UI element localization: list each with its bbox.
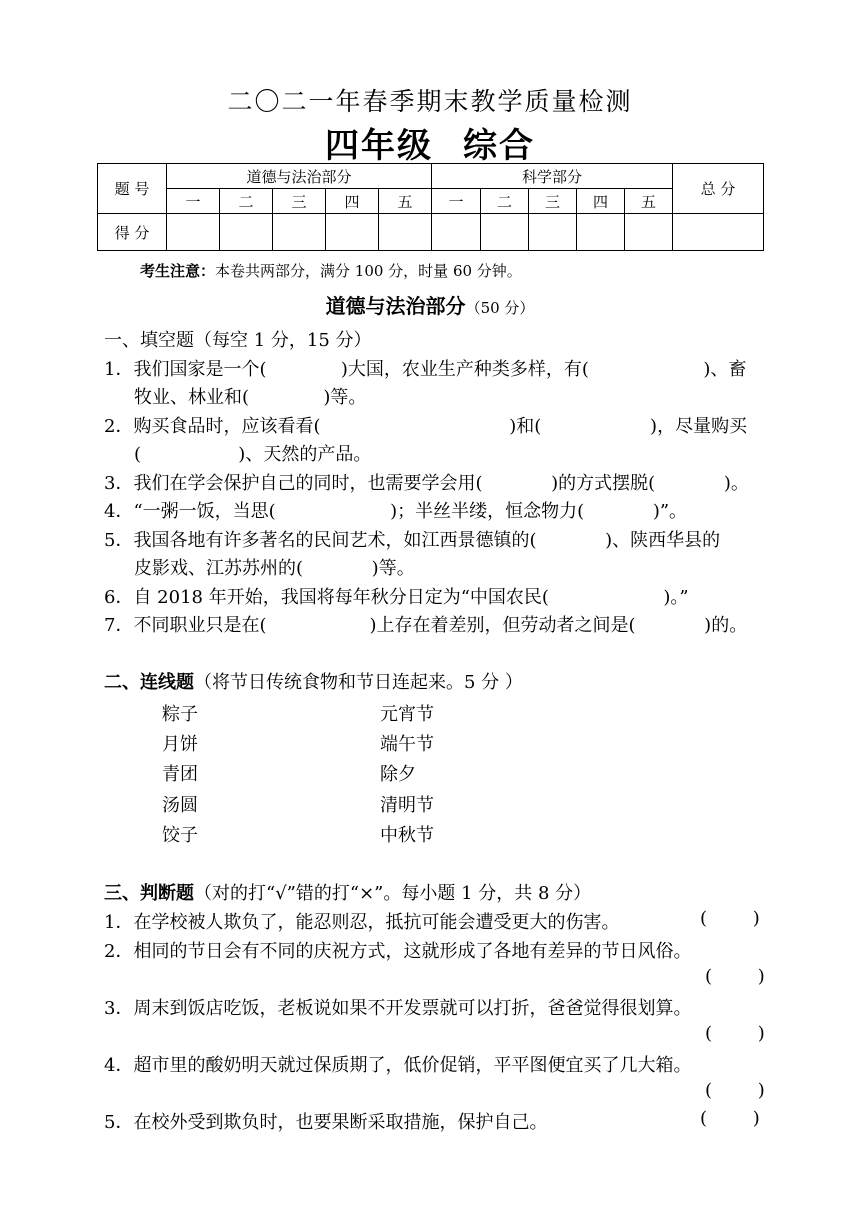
moral-col: 一 [167,189,220,214]
fill-line: 3．我们在学会保护自己的同时，也需要学会用( )的方式摆脱( )。 [104,473,749,494]
moral-col: 二 [220,189,273,214]
score-cell[interactable] [326,214,379,251]
match-heading [104,668,523,694]
grade-label: 四年级 [325,126,433,166]
fill-line: 7．不同职业只是在( )上存在着差别，但劳动者之间是( )的。 [104,615,748,636]
score-cell[interactable] [432,214,481,251]
judge-item: 3．周末到饭店吃饭，老板说如果不开发票就可以打折，爸爸觉得很划算。 [104,998,692,1019]
science-col: 一 [432,189,481,214]
score-cell[interactable] [273,214,326,251]
fill-line: 皮影戏、江苏苏州的( )等。 [134,558,415,579]
food-item[interactable]: 月饼 [162,734,198,755]
match-heading-note: （将节日传统食物和节日连起来。5 分 ） [194,672,523,693]
answer-brackets[interactable]: ( ) [700,908,760,929]
judge-item: 5．在校外受到欺负时，也要果断采取措施，保护自己。 [104,1112,548,1133]
food-item[interactable]: 饺子 [162,825,198,846]
subject-label: 综合 [463,126,535,166]
science-col: 二 [481,189,529,214]
score-row-label: 得 分 [98,214,167,251]
exam-notice [140,260,522,281]
science-col: 四 [577,189,625,214]
score-cell[interactable] [529,214,577,251]
section-score: （50 分） [465,299,535,317]
festival-item[interactable]: 除夕 [380,764,416,785]
judge-item: 4．超市里的酸奶明天就过保质期了，低价促销，平平图便宜买了几大箱。 [104,1055,692,1076]
score-cell[interactable] [625,214,673,251]
score-table [97,163,764,251]
festival-item[interactable]: 清明节 [380,795,434,816]
festival-item[interactable]: 元宵节 [380,704,434,725]
section-name: 道德与法治部分 [325,294,466,318]
food-item[interactable]: 青团 [162,764,198,785]
total-score-header: 总 分 [673,164,764,214]
festival-item[interactable]: 中秋节 [380,825,434,846]
moral-group-header: 道德与法治部分 [167,164,432,189]
fill-line: 4．“一粥一饭，当思( )；半丝半缕，恒念物力( )”。 [104,501,688,522]
food-item[interactable]: 粽子 [162,704,198,725]
judge-item: 1．在学校被人欺负了，能忍则忍，抵抗可能会遭受更大的伤害。 [104,912,620,933]
moral-col: 五 [379,189,432,214]
fill-line: 1．我们国家是一个( )大国，农业生产种类多样，有( )、畜 [104,359,747,380]
fill-heading: 一、填空题（每空 1 分，15 分） [104,330,372,351]
notice-text: 本卷共两部分，满分 100 分，时量 60 分钟。 [215,262,522,280]
match-heading-title: 二、连线题 [104,672,194,693]
judge-heading-note: （对的打“√”错的打“×”。每小题 1 分，共 8 分） [194,883,592,904]
score-cell[interactable] [379,214,432,251]
moral-col: 四 [326,189,379,214]
fill-line: 牧业、林业和( )等。 [134,387,367,408]
fill-line: ( )、天然的产品。 [134,444,372,465]
judge-item: 2．相同的节日会有不同的庆祝方式，这就形成了各地有差异的节日风俗。 [104,941,692,962]
fill-line: 6．自 2018 年开始，我国将每年秋分日定为“中国农民( )。” [104,587,689,608]
science-col: 三 [529,189,577,214]
score-cell[interactable] [220,214,273,251]
notice-label: 考生注意： [140,262,216,280]
answer-brackets[interactable]: ( ) [700,1108,760,1129]
moral-col: 三 [273,189,326,214]
item-number-label: 题 号 [98,164,167,214]
science-col: 五 [625,189,673,214]
answer-brackets[interactable]: ( ) [705,1080,765,1101]
food-item[interactable]: 汤圆 [162,795,198,816]
answer-brackets[interactable]: ( ) [705,1023,765,1044]
fill-line: 2．购买食品时，应该看看( )和( )，尽量购买 [104,416,748,437]
exam-title: 二〇二一年春季期末教学质量检测 [227,87,633,116]
score-cell[interactable] [481,214,529,251]
total-score-cell[interactable] [673,214,764,251]
fill-line: 5．我国各地有许多著名的民间艺术，如江西景德镇的( )、陕西华县的 [104,530,721,551]
science-group-header: 科学部分 [432,164,673,189]
answer-brackets[interactable]: ( ) [705,966,765,987]
section-title [0,290,860,319]
grade-subject-title [0,118,860,167]
score-cell[interactable] [577,214,625,251]
festival-item[interactable]: 端午节 [380,734,434,755]
score-cell[interactable] [167,214,220,251]
judge-heading [104,879,591,905]
judge-heading-title: 三、判断题 [104,883,194,904]
